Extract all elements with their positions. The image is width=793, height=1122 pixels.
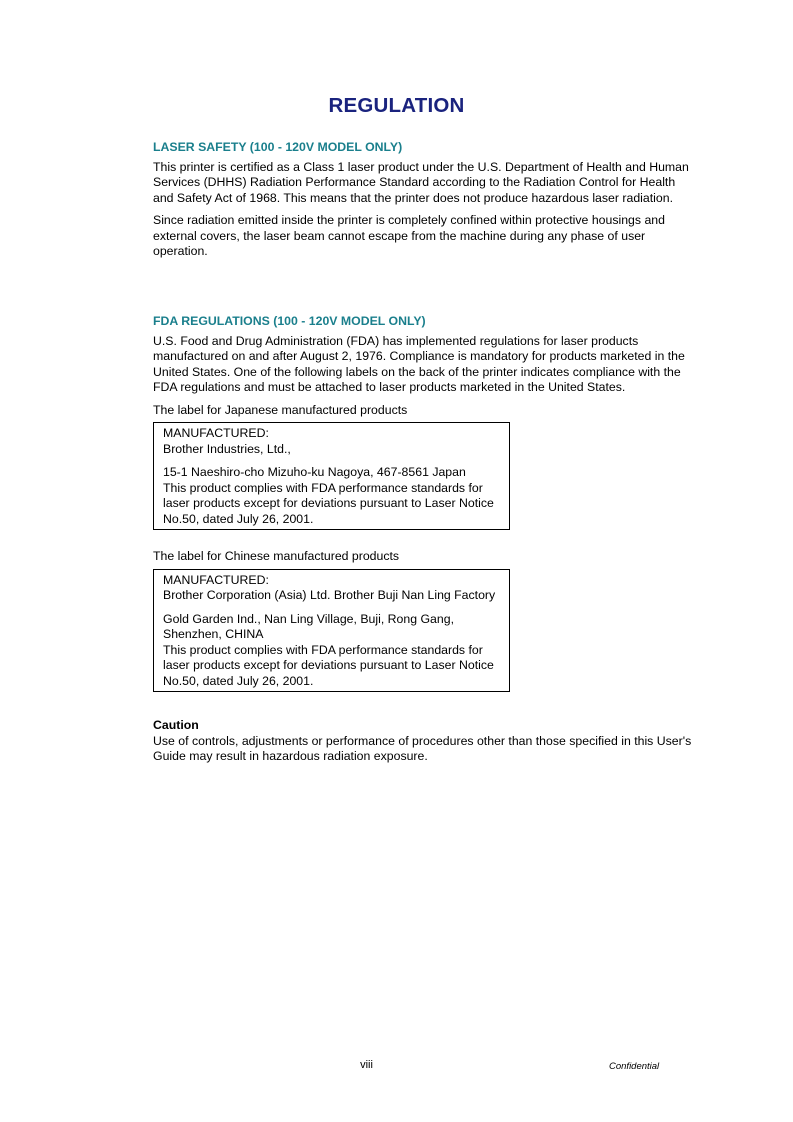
caution-block [153,718,693,765]
fda-section [153,314,693,765]
japan-label-box [153,422,510,530]
china-label-company: Brother Corporation (Asia) Ltd. Brother Buji Nan Ling Factory [163,588,496,602]
laser-safety-paragraph-2: Since radiation emitted inside the printer is completely confined within protective housings and external covers, the laser beam cannot escape from the machine during any phase of user operation. [153,213,665,258]
japan-label-company: Brother Industries, Ltd., [163,441,291,456]
laser-safety-heading: LASER SAFETY (100 - 120V MODEL ONLY) [153,140,403,154]
caution-text: Use of controls, adjustments or performance of procedures other than those specified in this User's Guide may result in hazardous radiation exposure. [153,733,692,763]
page-title: REGULATION [328,94,465,117]
laser-safety-paragraph-1: This printer is certified as a Class 1 laser product under the U.S. Department of Health and Human Services (DHHS) Radiation Performance Standard according to the Radiation Control for Health and Safety Act of 1968. This means that the printer does not produce hazardous laser radiation. [153,159,689,205]
page-number: viii [360,1059,373,1071]
china-label-caption: The label for Chinese manufactured products [153,549,400,563]
laser-safety-section [153,140,693,260]
china-label-compliance: This product complies with FDA performance standards for laser products except for deviations pursuant to Laser Notice No.50, dated July 26, 2001. [163,642,494,688]
fda-paragraph: U.S. Food and Drug Administration (FDA) has implemented regulations for laser products manufactured on and after August 2, 1976. Compliance is mandatory for products marketed in the United States. One of the following labels on the back of the printer indicates compliance with the FDA regulations and must be attached to laser products marketed in the United States. [153,333,685,394]
fda-heading: FDA REGULATIONS (100 - 120V MODEL ONLY) [153,314,426,328]
japan-label-manufactured: MANUFACTURED: [163,426,269,440]
japan-label-caption: The label for Japanese manufactured products [153,402,408,417]
caution-heading: Caution [153,718,199,732]
china-label-box [153,569,510,693]
china-label-address: Gold Garden Ind., Nan Ling Village, Buji, Rong Gang, Shenzhen, CHINA [163,611,454,641]
japan-label-address: 15-1 Naeshiro-cho Mizuho-ku Nagoya, 467-8561 Japan [163,465,466,479]
japan-label-compliance: This product complies with FDA performance standards for laser products except for deviations pursuant to Laser Notice No.50, dated July 26, 2001. [163,480,494,526]
china-label-manufactured: MANUFACTURED: [163,572,269,587]
confidential-label: Confidential [609,1061,660,1072]
